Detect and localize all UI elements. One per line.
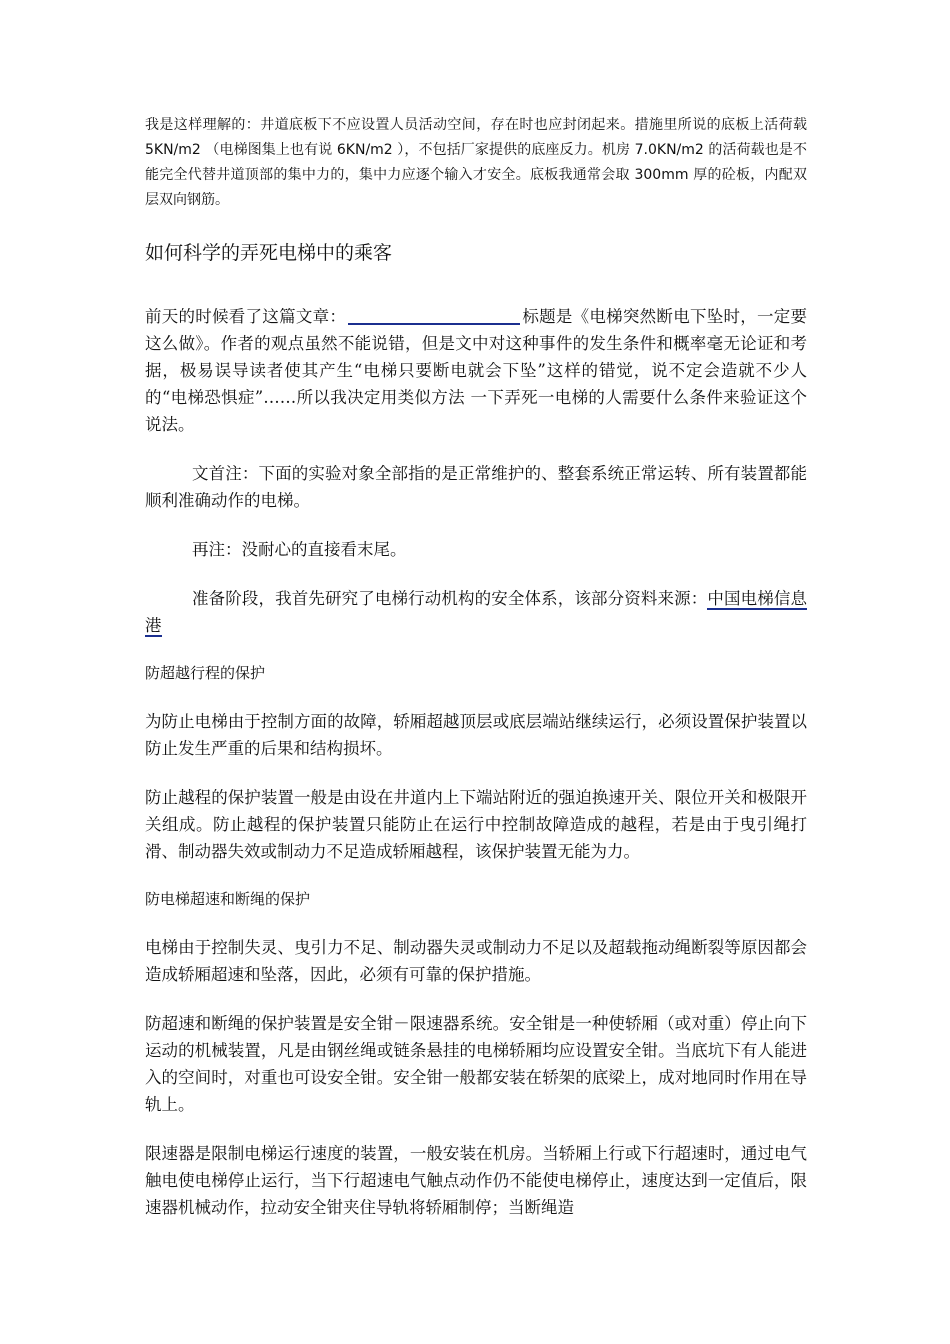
section-paragraph: 限速器是限制电梯运行速度的装置，一般安装在机房。当轿厢上行或下行超速时，通过电气触电使电梯停止运行，当下行超速电气触点动作仍不能使电梯停止，速度达到一定值后，限速器机械动作，拉动安全钳夹住导轨将轿厢制停；当断绳造 <box>145 1144 807 1217</box>
intro-text: 厚的砼板，内配双层双向钢筋。 <box>145 167 807 208</box>
intro-text: 的活荷载也是不能完全代替井道顶部的集中力的，集中力应逐个输入才安全。底板我通常会取 <box>145 142 807 183</box>
section-paragraph: 为防止电梯由于控制方面的故障，轿厢超越顶层或底层端站继续运行，必须设置保护装置以防止发生严重的后果和结构损坏。 <box>145 712 807 758</box>
intro-text: ），不包括厂家提供的底座反力。机房 <box>392 142 635 158</box>
document-page <box>145 113 807 1221</box>
intro-text: 我是这样理解的：井道底板下不应设置人员活动空间，存在时也应封闭起来。措施里所说的底板上活荷载 <box>145 117 807 133</box>
section-paragraph: 电梯由于控制失灵、曳引力不足、制动器失灵或制动力不足以及超载拖动绳断裂等原因都会造成轿厢超速和坠落，因此，必须有可靠的保护措施。 <box>145 938 807 984</box>
intro-paragraph <box>145 113 807 213</box>
intro-value: 7.0KN/m2 <box>634 142 704 158</box>
paragraph-text: 准备阶段，我首先研究了电梯行动机构的安全体系，该部分资料来源： <box>192 589 708 608</box>
intro-value: 6KN/m2 <box>336 142 393 158</box>
article-paragraph <box>145 303 807 438</box>
intro-value: 300mm <box>634 167 689 183</box>
section-heading: 防超越行程的保护 <box>145 664 266 682</box>
intro-value: 5KN/m2 <box>145 142 201 158</box>
prep-paragraph <box>145 585 807 639</box>
paragraph-text: 标题是《电梯突然断电下坠时，一定要这么做》。作者的观点虽然不能说错，但是文中对这种事件的发生条件和概率毫无论证和考据，极易误导读者使其产生“电梯只要断电就会下坠”这样的错觉，说不定会造就不少人的“电梯恐惧症”……所以我决定用类似方法 一下弄死一电梯的人需要什么条件来验证这个说法。 <box>145 307 808 434</box>
source-link[interactable]: 中国电梯信息港 <box>145 589 807 635</box>
section-paragraph: 防超速和断绳的保护装置是安全钳－限速器系统。安全钳是一种使轿厢（或对重）停止向下运动的机械装置，凡是由钢丝绳或链条悬挂的电梯轿厢均应设置安全钳。当底坑下有人能进入的空间时，对重也可设安全钳。安全钳一般都安装在轿架的底梁上，成对地同时作用在导轨上。 <box>145 1014 807 1114</box>
note-paragraph: 再注：没耐心的直接看末尾。 <box>192 540 407 559</box>
article-title: 如何科学的弄死电梯中的乘客 <box>145 242 393 264</box>
section-paragraph: 防止越程的保护装置一般是由设在井道内上下端站附近的强迫换速开关、限位开关和极限开关组成。防止越程的保护装置只能防止在运行中控制故障造成的越程，若是由于曳引绳打滑、制动器失效或制动力不足造成轿厢越程，该保护装置无能为力。 <box>145 788 807 861</box>
article-link[interactable] <box>348 305 520 325</box>
section-heading: 防电梯超速和断绳的保护 <box>145 890 311 908</box>
paragraph-text: 前天的时候看了这篇文章： <box>145 307 347 326</box>
intro-text: （电梯图集上也有说 <box>200 142 337 158</box>
note-paragraph: 文首注：下面的实验对象全部指的是正常维护的、整套系统正常运转、所有装置都能顺利准确动作的电梯。 <box>145 464 807 510</box>
